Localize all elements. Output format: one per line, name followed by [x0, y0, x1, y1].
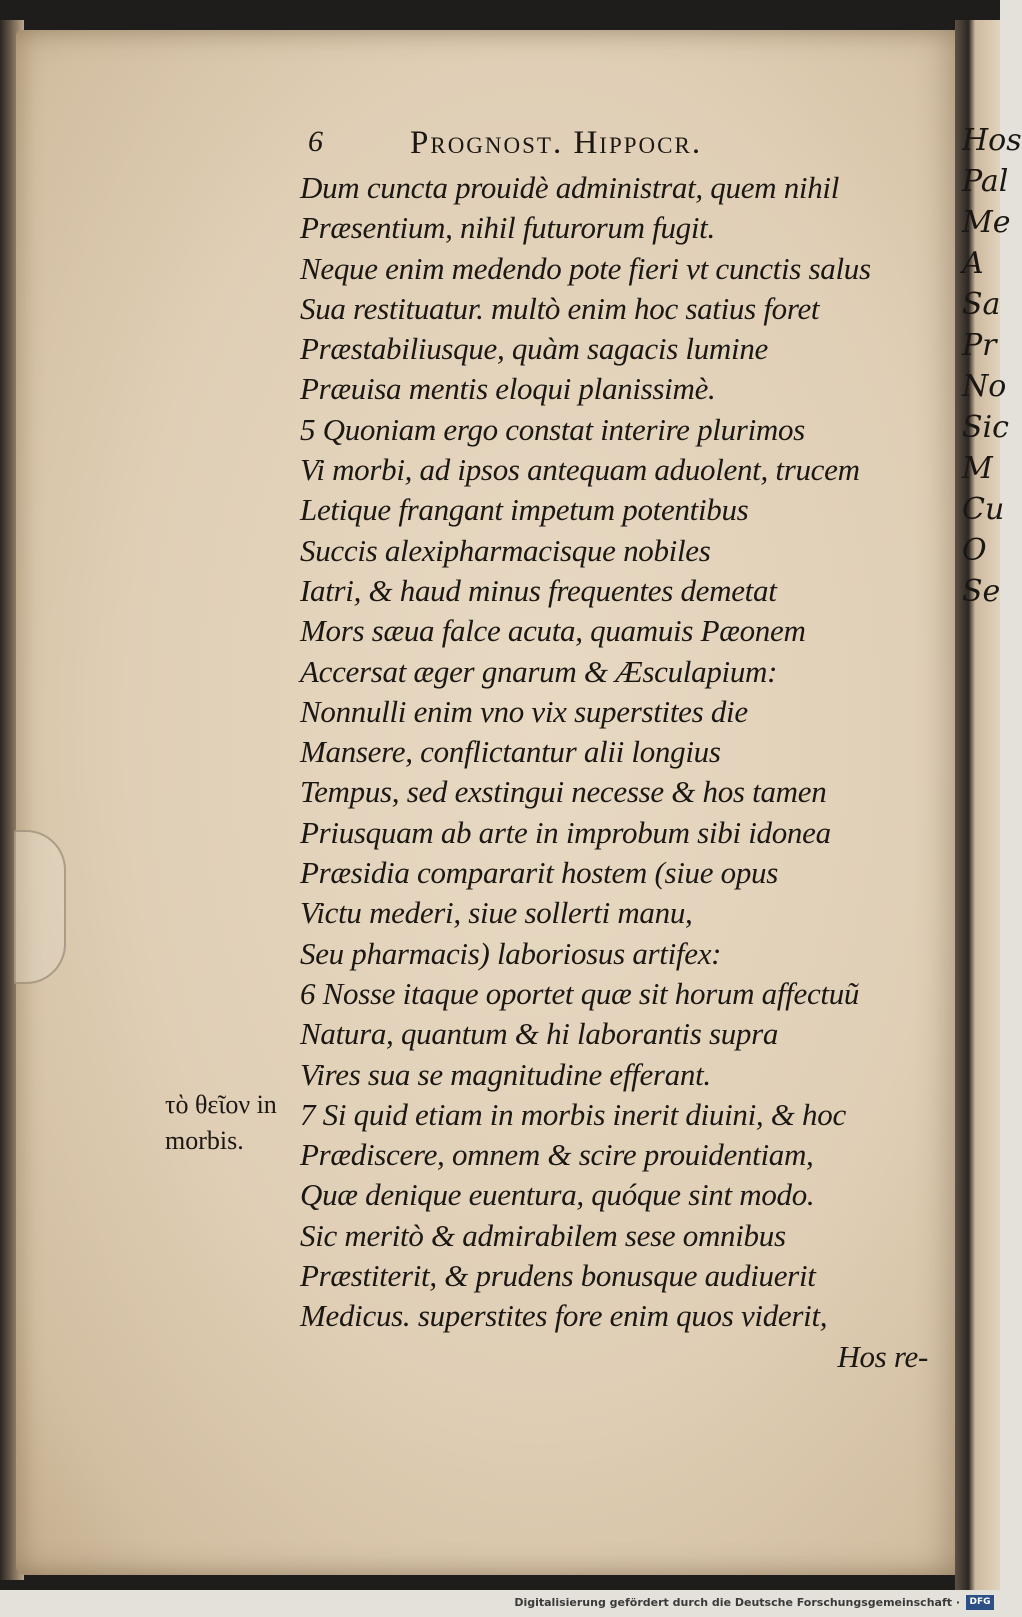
- text-line: Neque enim medendo pote fieri vt cunctis salus: [300, 250, 871, 286]
- text-line: Prædiscere, omnem & scire prouidentiam,: [300, 1137, 814, 1173]
- text-line: Præsentium, nihil futurorum fugit.: [300, 210, 715, 246]
- facing-page-fragment: Sa: [962, 287, 1001, 322]
- text-line: Præuisa mentis eloqui planissimè.: [300, 371, 716, 407]
- footer-credit: Digitalisierung gefördert durch die Deutsche Forschungsgemeinschaft ·: [514, 1596, 960, 1609]
- text-line: 5 Quoniam ergo constat interire plurimos: [300, 411, 805, 447]
- facing-page-fragment: M: [962, 451, 993, 486]
- text-line: Victu mederi, siue sollerti manu,: [300, 895, 693, 931]
- text-line: Seu pharmacis) laboriosus artifex:: [300, 935, 722, 971]
- text-line: Natura, quantum & hi laborantis supra: [300, 1016, 779, 1052]
- text-line: Accersat æger gnarum & Æsculapium:: [300, 653, 778, 689]
- facing-page-fragment: Cu: [962, 492, 1005, 527]
- text-line: 7 Si quid etiam in morbis inerit diuini, & hoc: [300, 1096, 846, 1132]
- marginal-note-line: morbis.: [165, 1126, 244, 1155]
- text-line: Medicus. superstites fore enim quos viderit,: [300, 1298, 828, 1334]
- text-line: Quæ denique euentura, quóque sint modo.: [300, 1177, 815, 1213]
- text-line: Iatri, & haud minus frequentes demetat: [300, 572, 777, 608]
- facing-page-fragment: No: [962, 369, 1007, 404]
- facing-page-fragment: Pal: [962, 164, 1009, 199]
- facing-page-fragment: Pr: [962, 328, 997, 363]
- text-line: Succis alexipharmacisque nobiles: [300, 532, 711, 568]
- facing-page-fragment: Hos: [962, 123, 1022, 158]
- text-line: Letique frangant impetum potentibus: [300, 492, 749, 528]
- text-line: Præstabiliusque, quàm sagacis lumine: [300, 331, 768, 367]
- poem-text: [300, 168, 940, 1377]
- facing-page-fragment: A: [962, 246, 984, 281]
- marginal-note-line: τὸ θεῖον in: [165, 1090, 277, 1119]
- facing-page-fragment: Sic: [962, 410, 1009, 445]
- page-number: 6: [308, 125, 325, 158]
- catchword: Hos re-: [837, 1338, 928, 1374]
- text-line: Mors sæua falce acuta, quamuis Pæonem: [300, 613, 806, 649]
- text-line: Vires sua se magnitudine efferant.: [300, 1056, 711, 1092]
- text-line: Vi morbi, ad ipsos antequam aduolent, trucem: [300, 452, 860, 488]
- running-title: Prognost. Hippocr.: [410, 125, 703, 161]
- text-line: Tempus, sed exstingui necesse & hos tamen: [300, 774, 827, 810]
- dfg-logo: DFG: [966, 1595, 994, 1610]
- text-line: Præstiterit, & prudens bonusque audiuerit: [300, 1258, 816, 1294]
- text-line: Dum cuncta prouidè administrat, quem nihil: [300, 170, 840, 205]
- facing-page-fragment: O: [962, 533, 987, 568]
- facing-page-fragments: [962, 120, 1022, 612]
- page-clip: [14, 830, 66, 984]
- text-line: Mansere, conflictantur alii longius: [300, 734, 721, 770]
- text-line: Præsidia compararit hostem (siue opus: [300, 855, 779, 891]
- text-line: Sic meritò & admirabilem sese omnibus: [300, 1217, 786, 1253]
- marginal-note: [165, 1087, 295, 1159]
- text-line: 6 Nosse itaque oportet quæ sit horum affectuũ: [300, 975, 860, 1011]
- facing-page-fragment: Se: [962, 574, 1001, 609]
- facing-page-fragment: Me: [962, 205, 1011, 240]
- text-line: Sua restituatur. multò enim hoc satius foret: [300, 290, 820, 326]
- text-line: Priusquam ab arte in improbum sibi idonea: [300, 814, 831, 850]
- running-header: [308, 125, 848, 169]
- text-line: Nonnulli enim vno vix superstites die: [300, 693, 748, 729]
